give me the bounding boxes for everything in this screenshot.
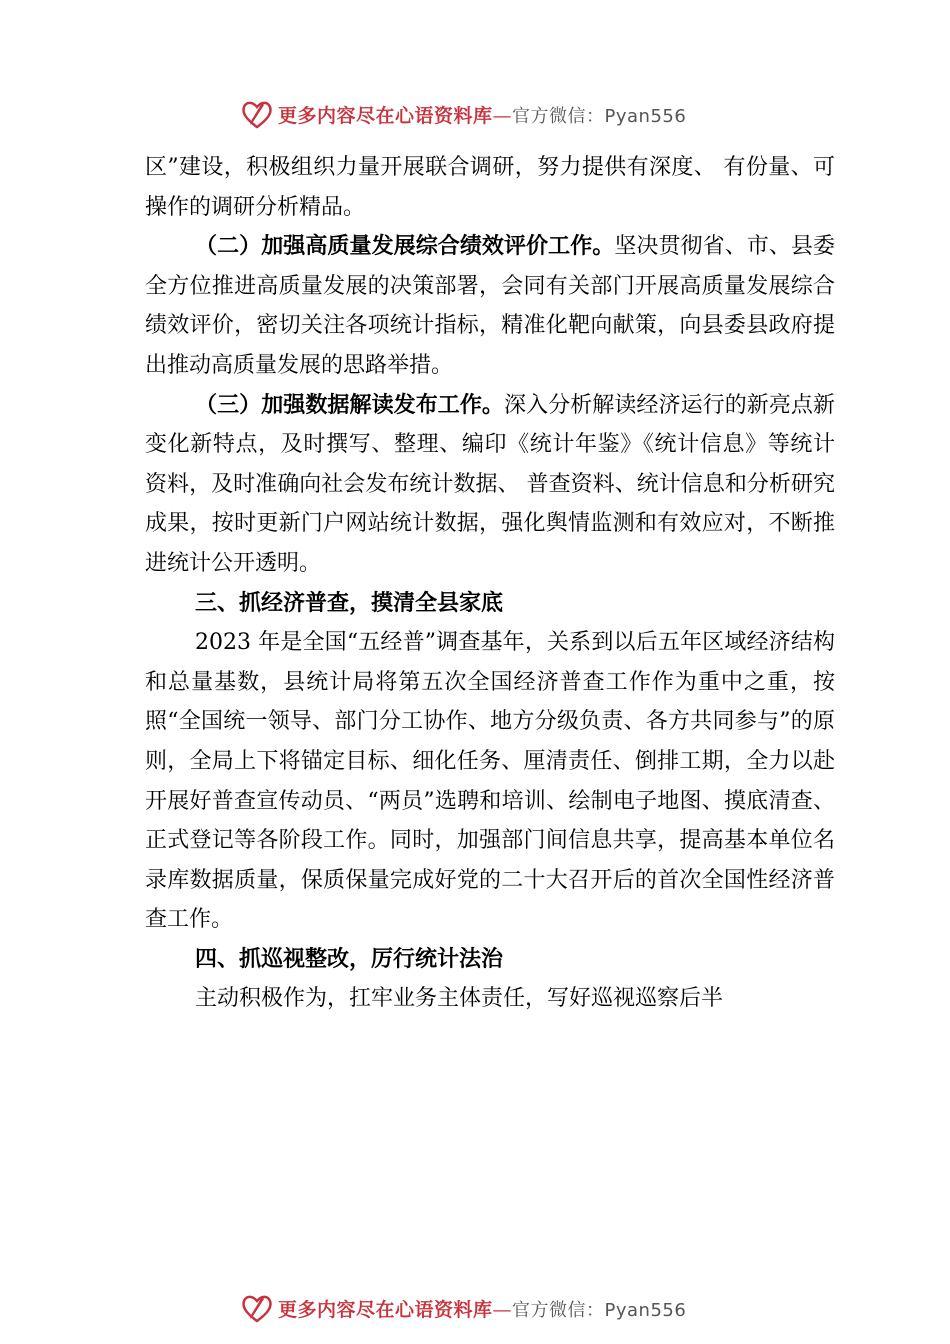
paragraph-rectification: 主动积极作为，扛牢业务主体责任，写好巡视巡察后半: [195, 986, 724, 1012]
heart-pen-logo-icon: [240, 97, 274, 131]
paragraph-evaluation-body: 坚决贯彻省、市、县委全方位推进高质量发展的决策部署，会同有关部门开展高质量发展综合绩效评价，密切关注各项统计指标，精准化靶向献策，向县委县政府提出推动高质量发展的思路举措。: [145, 234, 835, 378]
heart-pen-logo-icon: [240, 1291, 274, 1325]
watermark-brand: 更多内容尽在心语资料库: [278, 104, 493, 127]
watermark-footer: [240, 1290, 686, 1326]
watermark-header: [240, 96, 686, 132]
subheading-data-release: （三）加强数据解读发布工作。: [195, 391, 504, 418]
watermark-separator: —: [492, 104, 513, 127]
subheading-evaluation: （二）加强高质量发展综合绩效评价工作。: [195, 233, 615, 260]
paragraph-data-release-body: 深入分析解读经济运行的新亮点新变化新特点，及时撰写、整理、编印《统计年鉴》《统计信息》等统计资料，及时准确向社会发布统计数据、 普查资料、统计信息和分析研究成果，按时更新门户网站统计数据，强化舆情监测和有效应对，不断推进统计公开透明。: [145, 392, 835, 576]
watermark-wechat: 官方微信：Pyan556: [512, 105, 687, 127]
watermark-brand: 更多内容尽在心语资料库: [278, 1298, 493, 1321]
document-body: [145, 148, 835, 1019]
section-heading-census: 三、抓经济普查，摸清全县家底: [195, 590, 504, 616]
watermark-wechat: 官方微信：Pyan556: [512, 1299, 687, 1321]
paragraph-census: 2023 年是全国“五经普”调查基年，关系到以后五年区域经济结构和总量基数，县统计局将第五次全国经济普查工作作为重中之重，按照“全国统一领导、部门分工协作、地方分级负责、各方共同参与”的原则，全局上下将锚定目标、细化任务、厘清责任、倒排工期，全力以赴开展好普查宣传动员、“两员”选聘和培训、绘制电子地图、摸底清查、正式登记等各阶段工作。同时，加强部门间信息共享，提高基本单位名录库数据质量，保质保量完成好党的二十大召开后的首次全国性经济普查工作。: [145, 630, 835, 933]
section-heading-rectification: 四、抓巡视整改，厉行统计法治: [195, 946, 504, 972]
watermark-separator: —: [492, 1298, 513, 1321]
paragraph-evaluation: [145, 227, 835, 385]
paragraph-data-release: [145, 386, 835, 584]
paragraph-continuation: 区”建设，积极组织力量开展联合调研，努力提供有深度、 有份量、可操作的调研分析精品。: [145, 155, 835, 220]
